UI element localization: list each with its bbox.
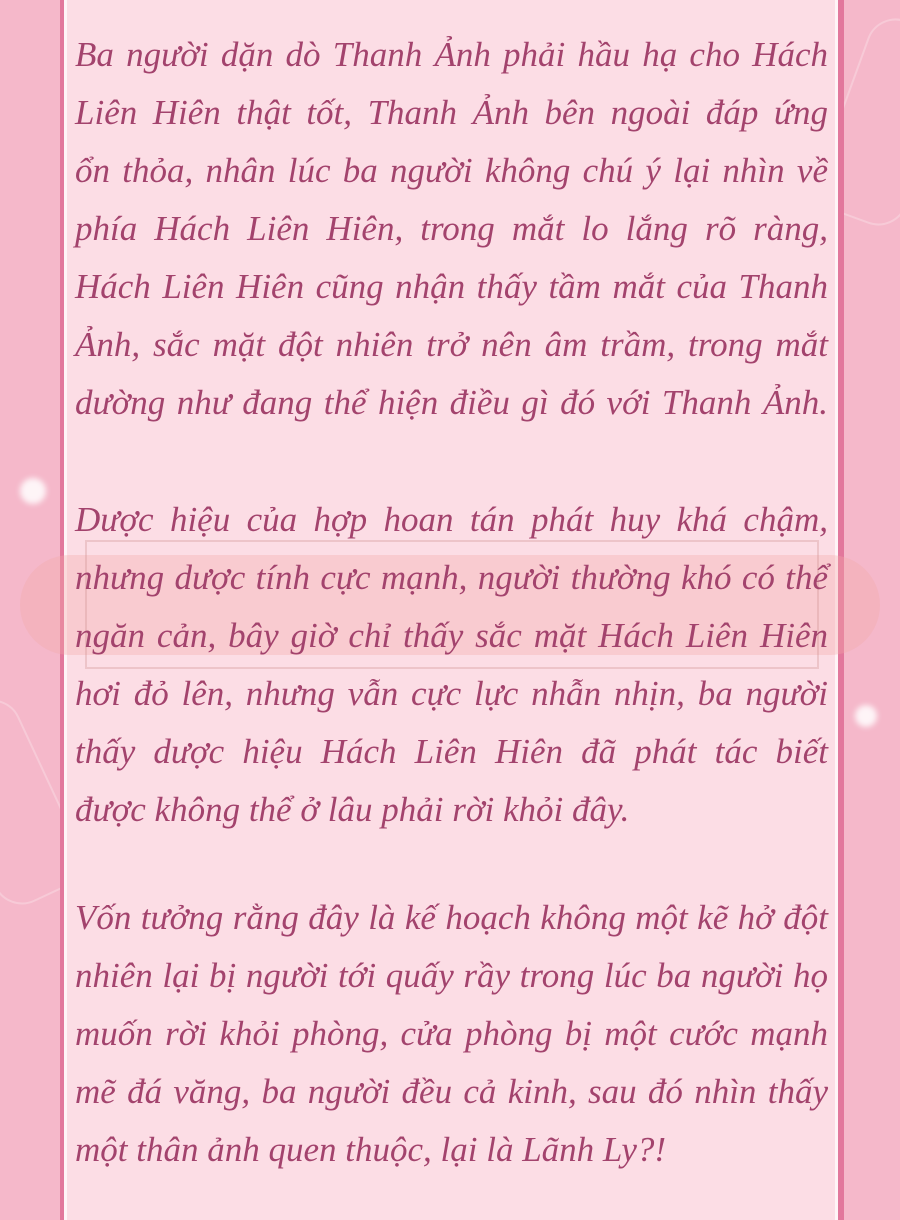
text-line: phía Hách Liên Hiên, trong mắt lo lắng rõ ràng, xyxy=(75,209,828,248)
text-line: hơi đỏ lên, nhưng vẫn cực lực nhẫn nhịn, ba người xyxy=(75,674,828,713)
text-line: ổn thỏa, nhân lúc ba người không chú ý lại nhìn về xyxy=(75,151,828,190)
text-line: nhưng dược tính cực mạnh, người thường khó có thể xyxy=(75,558,828,597)
text-line: nhiên lại bị người tới quấy rầy trong lúc ba người họ xyxy=(75,956,828,995)
text-line: một thân ảnh quen thuộc, lại là Lãnh Ly?! xyxy=(75,1130,667,1169)
sparkle-decoration xyxy=(855,705,877,727)
text-line: thấy dược hiệu Hách Liên Hiên đã phát tác biết xyxy=(75,732,828,771)
text-line: Ba người dặn dò Thanh Ảnh phải hầu hạ cho Hách xyxy=(75,35,828,74)
text-line: ngăn cản, bây giờ chỉ thấy sắc mặt Hách Liên Hiên xyxy=(75,616,828,655)
text-line: mẽ đá văng, ba người đều cả kinh, sau đó nhìn thấy xyxy=(75,1072,828,1111)
paragraph-2 xyxy=(75,491,828,839)
text-line: được không thể ở lâu phải rời khỏi đây. xyxy=(75,790,630,829)
text-line: Liên Hiên thật tốt, Thanh Ảnh bên ngoài đáp ứng xyxy=(75,93,828,132)
text-line: muốn rời khỏi phòng, cửa phòng bị một cước mạnh xyxy=(75,1014,828,1053)
text-line: Vốn tưởng rằng đây là kế hoạch không một kẽ hở đột xyxy=(75,898,828,937)
text-line: dường như đang thể hiện điều gì đó với Thanh Ảnh. xyxy=(75,383,828,422)
text-line: Ảnh, sắc mặt đột nhiên trở nên âm trầm, trong mắt xyxy=(75,325,828,364)
text-line: Hách Liên Hiên cũng nhận thấy tầm mắt của Thanh xyxy=(75,267,828,306)
paragraph-1 xyxy=(75,26,828,432)
sparkle-decoration xyxy=(20,478,46,504)
text-line: Dược hiệu của hợp hoan tán phát huy khá chậm, xyxy=(75,500,828,539)
paragraph-3 xyxy=(75,889,828,1179)
